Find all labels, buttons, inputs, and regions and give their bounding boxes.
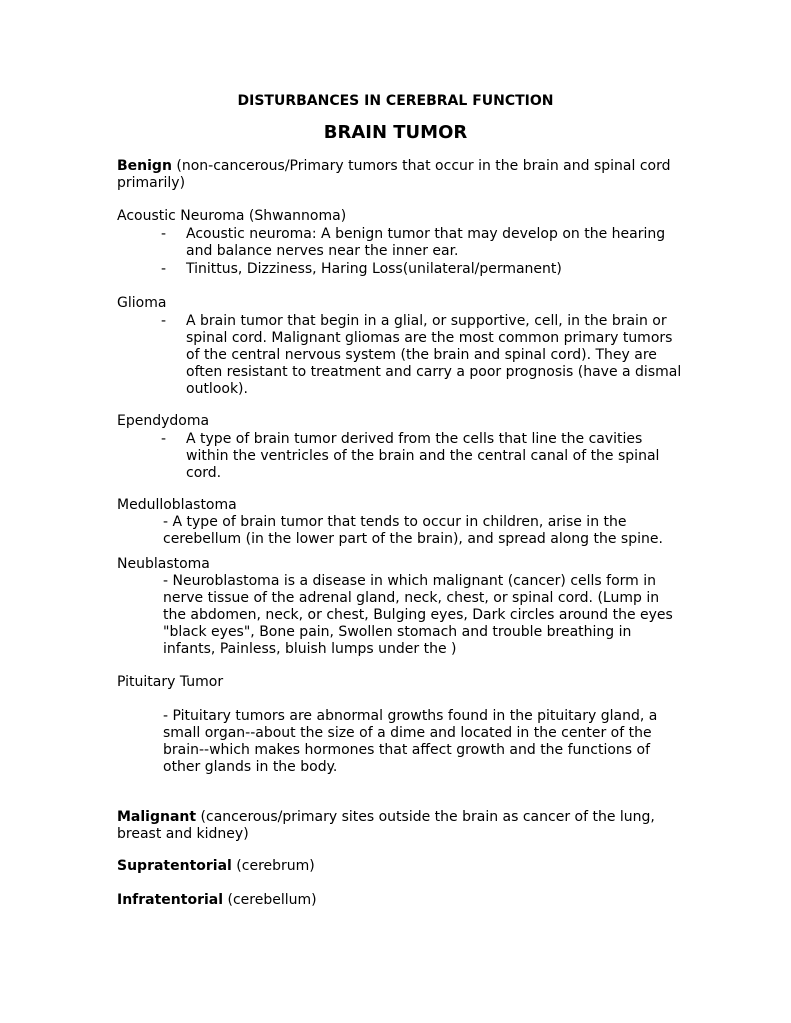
pituitary-text: - Pituitary tumors are abnormal growths found in the pituitary gland, a small organ--about the size of a dime and located in the center of the brain--which makes hormones that affect growth and the functions of other glands in the body.: [163, 708, 658, 775]
malignant-description: (cancerous/primary sites outside the brain as cancer of the lung, breast and kidney): [117, 809, 655, 842]
document-title: BRAIN TUMOR: [323, 122, 468, 143]
acoustic-neuroma-bullet-1: Acoustic neuroma: A benign tumor that may develop on the hearing and balance nerves near the inner ear.: [186, 226, 666, 259]
glioma-heading: Glioma: [117, 295, 167, 311]
infratentorial-paragraph: [117, 892, 687, 909]
infratentorial-label: Infratentorial: [117, 892, 224, 908]
ependymoma-bullet-1: A type of brain tumor derived from the cells that line the cavities within the ventricles of the brain and the central canal of the spinal cord.: [186, 431, 660, 481]
supratentorial-paragraph: [117, 858, 687, 875]
supratentorial-label: Supratentorial: [117, 858, 232, 874]
medulloblastoma-text: - A type of brain tumor that tends to occur in children, arise in the cerebellum (in the lower part of the brain), and spread along the spine.: [163, 514, 663, 547]
infratentorial-description: (cerebellum): [223, 892, 317, 908]
benign-label: Benign: [117, 158, 172, 174]
bullet-dash: -: [161, 431, 167, 447]
malignant-paragraph: [117, 809, 687, 843]
neuroblastoma-text: - Neuroblastoma is a disease in which malignant (cancer) cells form in nerve tissue of the adrenal gland, neck, chest, or spinal cord. (Lump in the abdomen, neck, or chest, Bulging eyes, Dark circles around the eyes "black eyes", Bone pain, Swollen stomach and trouble breathing in infants, Painless, bluish lumps under the ): [163, 573, 673, 657]
neuroblastoma-heading: Neublastoma: [117, 556, 210, 572]
malignant-label: Malignant: [117, 809, 197, 825]
bullet-dash: -: [161, 313, 167, 329]
medulloblastoma-heading: Medulloblastoma: [117, 497, 237, 513]
ependymoma-heading: Ependydoma: [117, 413, 210, 429]
bullet-dash: -: [161, 261, 167, 277]
benign-description: (non-cancerous/Primary tumors that occur in the brain and spinal cord primarily): [117, 158, 671, 191]
glioma-bullet-1: A brain tumor that begin in a glial, or supportive, cell, in the brain or spinal cord. Malignant gliomas are the most common primary tumors of the central nervous system (the brain and spinal cord). They are often resistant to treatment and carry a poor prognosis (have a dismal outlook).: [186, 313, 682, 397]
pituitary-heading: Pituitary Tumor: [117, 674, 224, 690]
acoustic-neuroma-heading: Acoustic Neuroma (Shwannoma): [117, 208, 347, 224]
supratentorial-description: (cerebrum): [231, 858, 315, 874]
benign-paragraph: [117, 158, 687, 192]
bullet-dash: -: [161, 226, 167, 242]
acoustic-neuroma-bullet-2: Tinittus, Dizziness, Haring Loss(unilateral/permanent): [186, 261, 562, 277]
document-heading: DISTURBANCES IN CEREBRAL FUNCTION: [237, 93, 554, 109]
